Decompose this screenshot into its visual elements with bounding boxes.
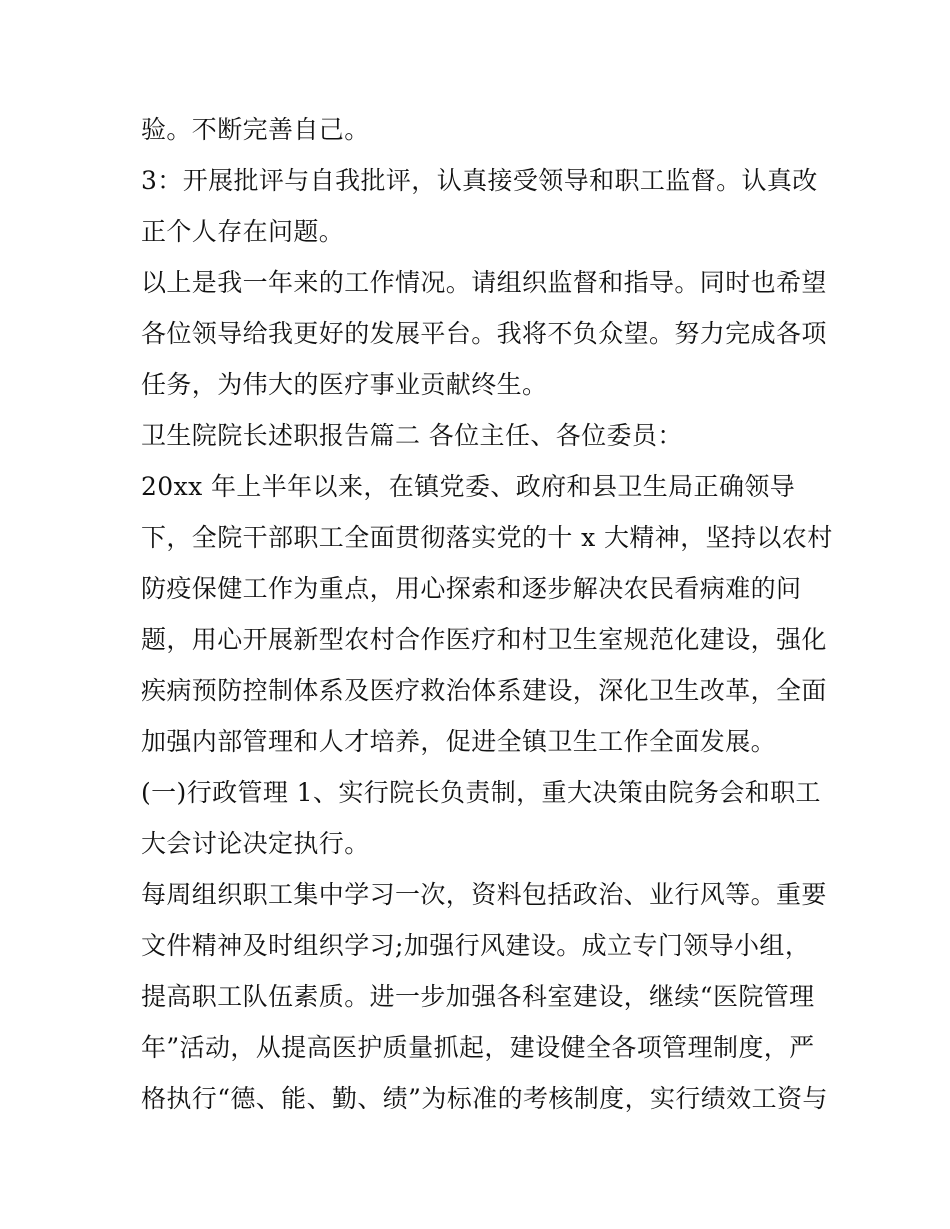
text-line: (一)行政管理 1、实行院长负责制，重大决策由院务会和职工: [141, 778, 821, 807]
text-line: 各位领导给我更好的发展平台。我将不负众望。努力完成各项: [141, 319, 827, 348]
text-line: 格执行“德、能、勤、绩”为标准的考核制度，实行绩效工资与: [141, 1084, 828, 1113]
text-line: 防疫保健工作为重点，用心探索和逐步解决农民看病难的问: [141, 574, 802, 603]
text-line: 20xx 年上半年以来，在镇党委、政府和县卫生局正确领导: [141, 472, 796, 501]
text-line: 下，全院干部职工全面贯彻落实党的十 x 大精神，坚持以农村: [141, 523, 833, 552]
section-heading: 卫生院院长述职报告篇二 各位主任、各位委员：: [141, 421, 683, 450]
text-line: 疾病预防控制体系及医疗救治体系建设，深化卫生改革，全面: [141, 676, 827, 705]
text-line: 验。不断完善自己。: [141, 115, 370, 144]
text-line: 加强内部管理和人才培养，促进全镇卫生工作全面发展。: [141, 727, 777, 756]
text-line: 题，用心开展新型农村合作医疗和村卫生室规范化建设，强化: [141, 625, 827, 654]
text-line: 文件精神及时组织学习;加强行风建设。成立专门领导小组，: [141, 931, 811, 960]
text-line: 3：开展批评与自我批评，认真接受领导和职工监督。认真改: [141, 166, 818, 195]
text-line: 大会讨论决定执行。: [141, 829, 370, 858]
text-line: 以上是我一年来的工作情况。请组织监督和指导。同时也希望: [141, 268, 827, 297]
text-line: 正个人存在问题。: [141, 217, 345, 246]
text-line: 每周组织职工集中学习一次，资料包括政治、业行风等。重要: [141, 880, 827, 909]
text-line: 任务，为伟大的医疗事业贡献终生。: [141, 370, 548, 399]
text-line: 年”活动，从提高医护质量抓起，建设健全各项管理制度，严: [141, 1033, 815, 1062]
document-body: [141, 104, 833, 1124]
text-line: 提高职工队伍素质。进一步加强各科室建设，继续“医院管理: [141, 982, 815, 1011]
